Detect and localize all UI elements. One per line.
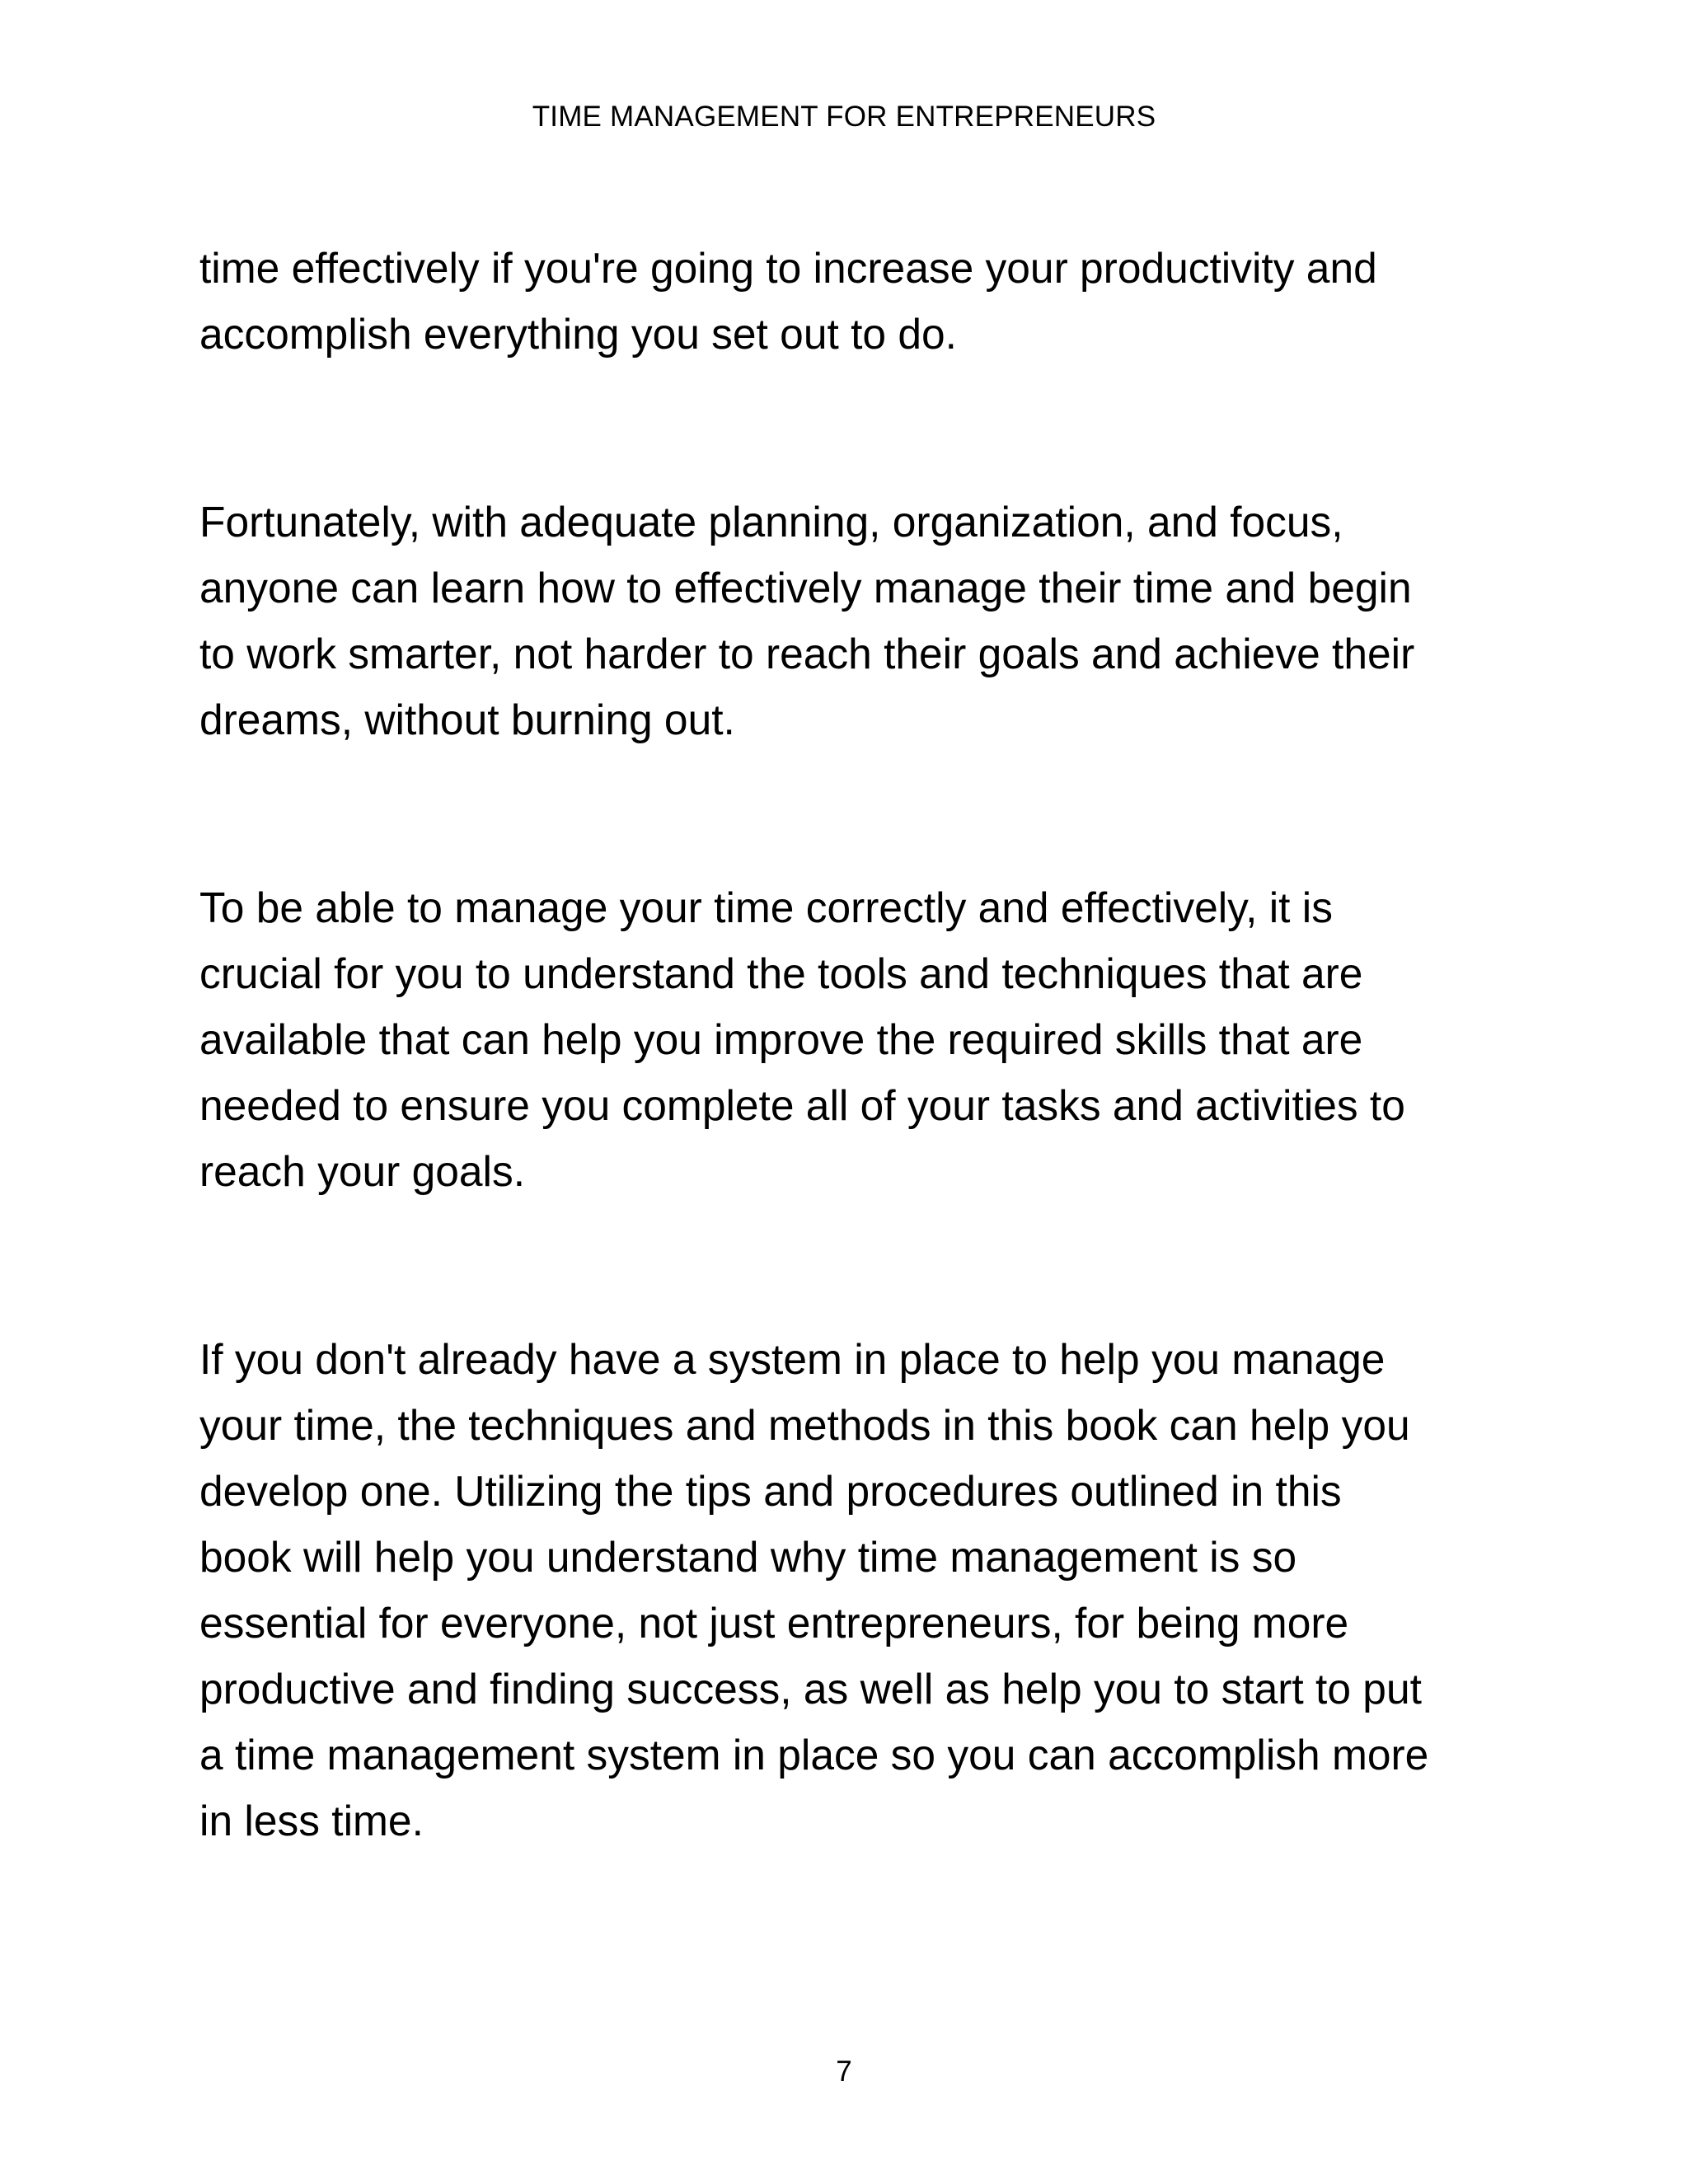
text-line: available that can help you improve the required skills that are — [199, 1015, 1363, 1063]
text-line: Fortunately, with adequate planning, organization, and focus, — [199, 498, 1343, 546]
text-line: productive and finding success, as well as help you to start to put — [199, 1665, 1422, 1713]
text-line: anyone can learn how to effectively manage their time and begin — [199, 564, 1412, 612]
text-line: reach your goals. — [199, 1147, 526, 1195]
text-line: If you don't already have a system in place to help you manage — [199, 1335, 1386, 1383]
body-text — [199, 235, 1518, 1854]
text-line: a time management system in place so you can accomplish more — [199, 1731, 1429, 1779]
paragraph — [199, 874, 1518, 1204]
text-line: To be able to manage your time correctly and effectively, it is — [199, 883, 1333, 931]
text-line: develop one. Utilizing the tips and procedures outlined in this — [199, 1467, 1342, 1515]
text-line: needed to ensure you complete all of your tasks and activities to — [199, 1081, 1405, 1129]
paragraph — [199, 489, 1518, 752]
text-line: book will help you understand why time management is so — [199, 1533, 1297, 1581]
paragraph — [199, 1326, 1518, 1854]
text-line: crucial for you to understand the tools and techniques that are — [199, 949, 1363, 997]
text-line: accomplish everything you set out to do. — [199, 310, 957, 358]
paragraph — [199, 235, 1518, 367]
page-number: 7 — [836, 2055, 852, 2088]
text-line: time effectively if you're going to increase your productivity and — [199, 244, 1377, 292]
text-line: essential for everyone, not just entrepreneurs, for being more — [199, 1599, 1349, 1647]
text-line: to work smarter, not harder to reach their goals and achieve their — [199, 630, 1415, 677]
text-line: in less time. — [199, 1797, 424, 1844]
text-line: dreams, without burning out. — [199, 696, 735, 743]
text-line: your time, the techniques and methods in this book can help you — [199, 1401, 1410, 1449]
running-header: TIME MANAGEMENT FOR ENTREPRENEURS — [532, 101, 1156, 133]
